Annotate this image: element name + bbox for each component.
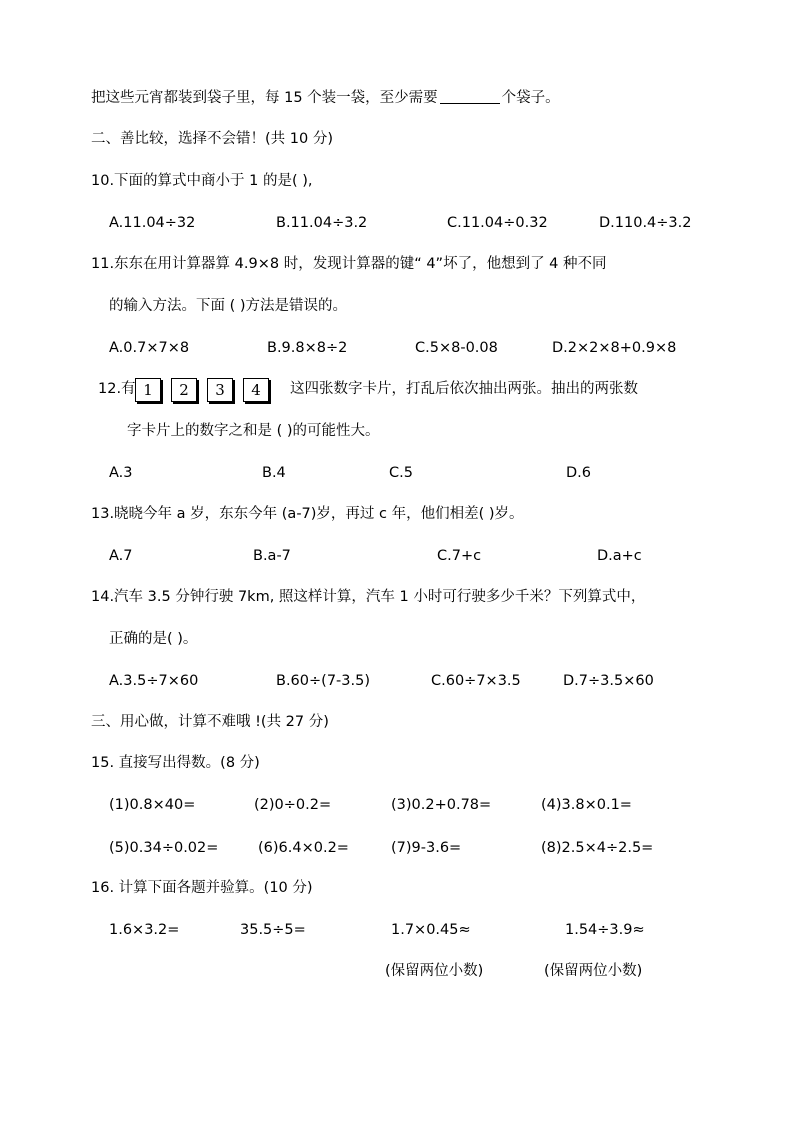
answer-blank[interactable] (440, 102, 500, 104)
q11-option-d[interactable]: D.2×2×8+0.9×8 (552, 340, 677, 356)
q16-item: 1.54÷3.9≈ (565, 922, 645, 938)
q15-item: (6)6.4×0.2= (258, 840, 349, 856)
q16-note: (保留两位小数) (385, 963, 484, 979)
q16-item: 1.7×0.45≈ (391, 922, 471, 938)
section-2-heading: 二、善比较，选择不会错！(共 10 分) (91, 131, 333, 147)
q15-item: (3)0.2+0.78= (391, 797, 492, 813)
question-11-line-2: 的输入方法。下面 ( )方法是错误的。 (109, 298, 348, 314)
q12-option-a[interactable]: A.3 (109, 465, 133, 481)
number-card: 4 (243, 378, 269, 402)
number-cards (135, 376, 279, 402)
question-12-prefix: 12.有 (98, 381, 136, 397)
q14-option-b[interactable]: B.60÷(7-3.5) (276, 673, 370, 689)
q15-item: (8)2.5×4÷2.5= (541, 840, 654, 856)
number-card: 1 (135, 378, 161, 402)
q15-item: (1)0.8×40= (109, 797, 196, 813)
q14-option-c[interactable]: C.60÷7×3.5 (431, 673, 521, 689)
q13-option-c[interactable]: C.7+c (437, 548, 482, 564)
q15-item: (7)9-3.6= (391, 840, 462, 856)
section-3-heading: 三、用心做，计算不难哦 !(共 27 分) (91, 714, 329, 730)
number-card: 2 (171, 378, 197, 402)
q15-item: (5)0.34÷0.02= (109, 840, 219, 856)
q12-option-b[interactable]: B.4 (262, 465, 286, 481)
q14-option-d[interactable]: D.7÷3.5×60 (563, 673, 654, 689)
question-12: 这四张数字卡片，打乱后依次抽出两张。抽出的两张数 (290, 381, 638, 397)
q15-item: (2)0÷0.2= (254, 797, 332, 813)
q13-option-b[interactable]: B.a-7 (253, 548, 291, 564)
q9-continuation (91, 88, 560, 108)
q15-item: (4)3.8×0.1= (541, 797, 632, 813)
question-10: 10.下面的算式中商小于 1 的是( ), (91, 173, 313, 189)
q11-option-c[interactable]: C.5×8-0.08 (415, 340, 498, 356)
q9-text: 把这些元宵都装到袋子里，每 15 个装一袋，至少需要 (91, 90, 438, 106)
question-14-line-2: 正确的是( )。 (109, 631, 198, 647)
question-16: 16. 计算下面各题并验算。(10 分) (91, 880, 313, 896)
question-14: 14.汽车 3.5 分钟行驶 7km, 照这样计算，汽车 1 小时可行驶多少千米？下列算式中， (91, 589, 646, 605)
q13-option-d[interactable]: D.a+c (597, 548, 642, 564)
question-15: 15. 直接写出得数。(8 分) (91, 755, 260, 771)
question-11: 11.东东在用计算器算 4.9×8 时，发现计算器的键“ 4”坏了，他想到了 4 种不同 (91, 256, 607, 272)
question-13: 13.晓晓今年 a 岁，东东今年 (a-7)岁，再过 c 年，他们相差( )岁。 (91, 506, 524, 522)
question-12-line-2: 字卡片上的数字之和是 ( )的可能性大。 (127, 423, 380, 439)
q9-text-end: 个袋子。 (501, 90, 560, 106)
q14-option-a[interactable]: A.3.5÷7×60 (109, 673, 199, 689)
q10-option-d[interactable]: D.110.4÷3.2 (599, 215, 692, 231)
q16-note: (保留两位小数) (544, 963, 643, 979)
q11-option-b[interactable]: B.9.8×8÷2 (267, 340, 348, 356)
q10-option-a[interactable]: A.11.04÷32 (109, 215, 196, 231)
q16-item: 1.6×3.2= (109, 922, 180, 938)
q13-option-a[interactable]: A.7 (109, 548, 133, 564)
q11-option-a[interactable]: A.0.7×7×8 (109, 340, 190, 356)
q12-option-c[interactable]: C.5 (389, 465, 413, 481)
q12-option-d[interactable]: D.6 (566, 465, 591, 481)
q10-option-c[interactable]: C.11.04÷0.32 (447, 215, 548, 231)
number-card: 3 (207, 378, 233, 402)
q10-option-b[interactable]: B.11.04÷3.2 (276, 215, 368, 231)
q16-item: 35.5÷5= (240, 922, 306, 938)
